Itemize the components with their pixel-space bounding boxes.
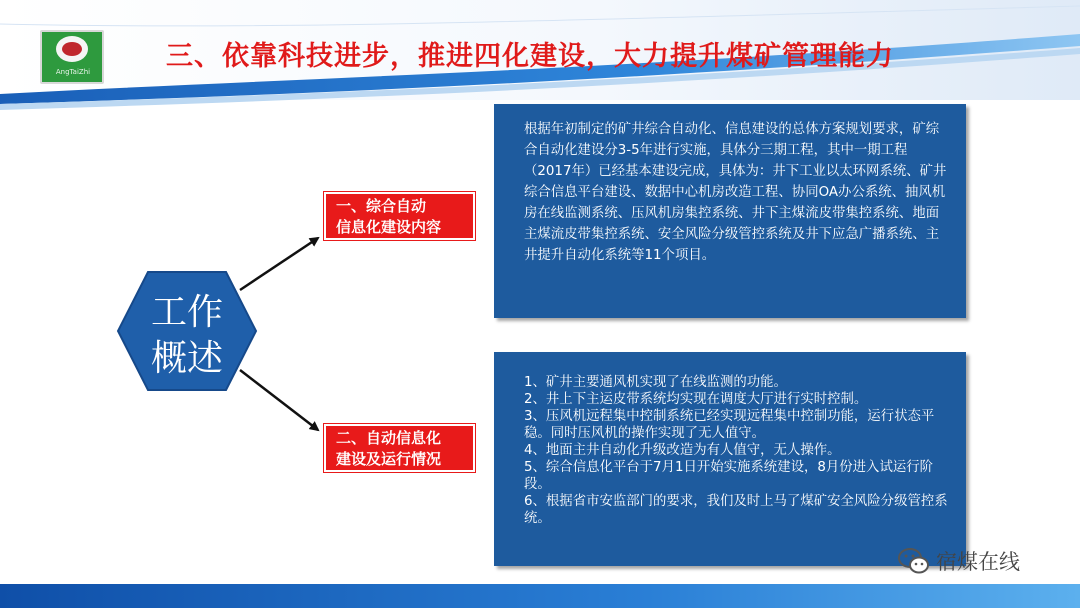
- content-box-construction: [494, 104, 966, 318]
- label1-line1: 一、综合自动: [336, 197, 427, 215]
- operation-item-3: 3、压风机远程集中控制系统已经实现远程集中控制功能，运行状态平稳。同时压风机的操作实现了无人值守。: [524, 409, 935, 441]
- overview-line2: 概述: [150, 338, 223, 379]
- wechat-icon: [898, 547, 930, 575]
- operation-item-5: 5、综合信息化平台于7月1日开始实施系统建设，8月份进入试运行阶段。: [524, 460, 934, 492]
- label1-line2: 信息化建设内容: [336, 218, 442, 236]
- operation-item-4: 4、地面主井自动化升级改造为有人值守，无人操作。: [524, 443, 841, 458]
- label2-line2: 建设及运行情况: [336, 450, 442, 468]
- logo-text: AngTaiZhi: [55, 68, 91, 76]
- overview-label: [116, 290, 258, 382]
- slide-title: 三、依靠科技进步，推进四化建设，大力提升煤矿管理能力: [166, 41, 894, 72]
- overview-line1: 工作: [150, 292, 223, 333]
- content-box-operation: [494, 352, 966, 566]
- construction-text: 根据年初制定的矿井综合自动化、信息建设的总体方案规划要求，矿综合自动化建设分3-5年进行实施，具体分三期工程，其中一期工程（2017年）已经基本建设完成，具体为：井下工业以太环网系统、矿井综合信息平台建设、数据中心机房改造工程、协同OA办公系统、抽风机房在线监测系统、压风机房集控系统、井下主煤流皮带集控系统、地面主煤流皮带集控系统、安全风险分级管控系统及井下应急广播系统、主井提升自动化系统等11个项目。: [524, 122, 947, 263]
- watermark-text: 宿煤在线: [936, 550, 1020, 574]
- watermark: [898, 546, 1020, 576]
- operation-item-6: 6、根据省市安监部门的要求，我们及时上马了煤矿安全风险分级管控系统。: [524, 494, 948, 526]
- operation-item-1: 1、矿井主要通风机实现了在线监测的功能。: [524, 375, 787, 390]
- label2-line1: 二、自动信息化: [336, 429, 442, 447]
- footer-bar: [0, 584, 1080, 608]
- operation-item-2: 2、井上下主运皮带系统均实现在调度大厅进行实时控制。: [524, 392, 868, 407]
- label-automation-content: [324, 192, 475, 240]
- label-operation-status: [324, 424, 475, 472]
